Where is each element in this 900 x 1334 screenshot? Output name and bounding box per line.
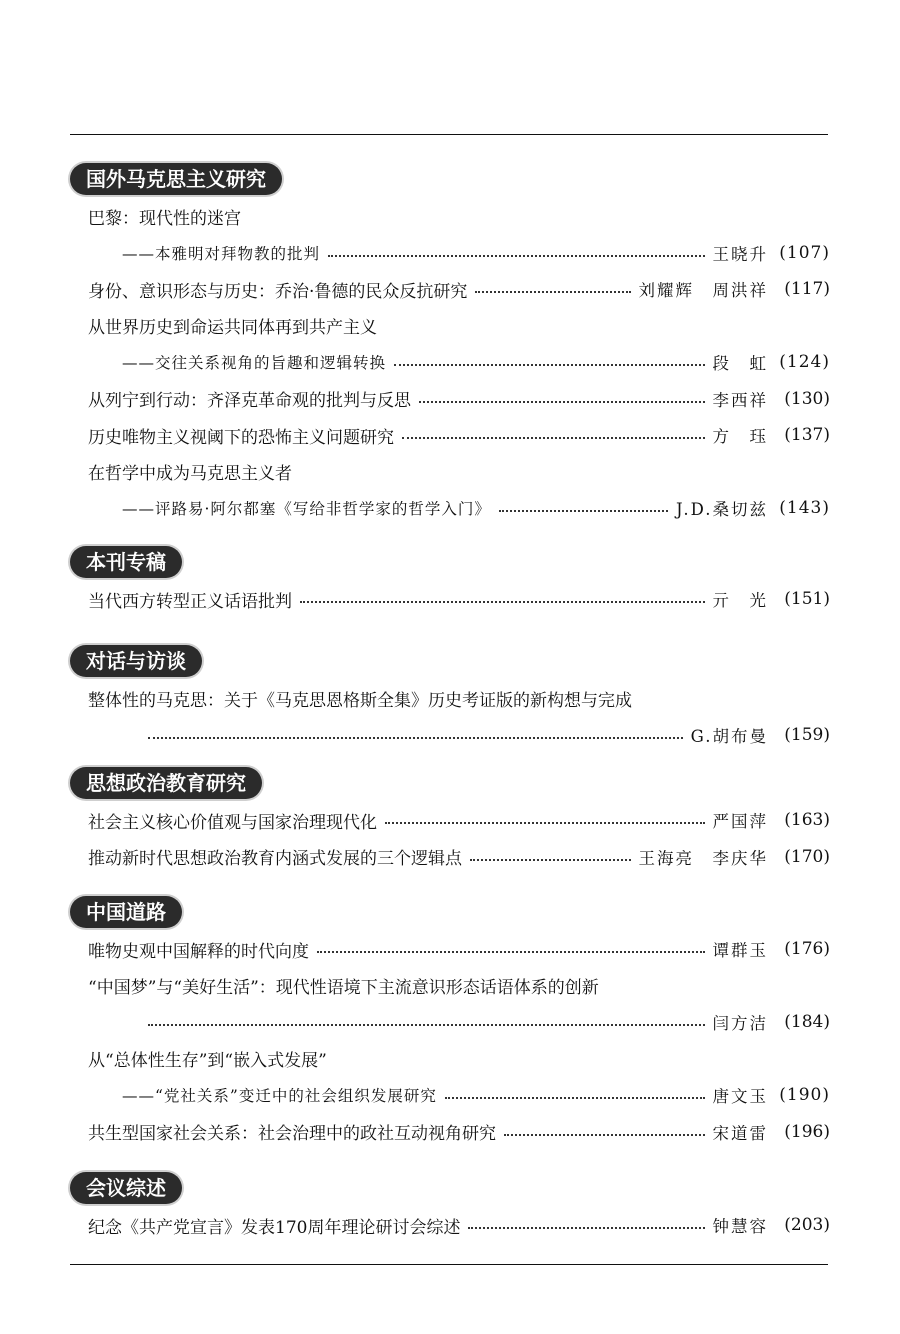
entry-page: (184) [784,1012,830,1033]
entry-page: (170) [784,846,830,867]
toc-entry[interactable] [70,308,830,345]
toc-entry[interactable] [70,1114,830,1151]
toc-entry[interactable] [70,802,830,839]
entry-title: 整体性的马克思：关于《马克思恩格斯全集》历史考证版的新构想与完成 [88,690,632,711]
section-china-road [70,893,830,1150]
entry-author: G.胡布曼 [690,726,768,746]
toc-entry[interactable] [70,1041,830,1078]
section-foreign-marxism [70,160,830,527]
entry-subtitle: ——本雅明对拜物教的批判 [122,244,321,263]
entry-page: (190) [779,1085,830,1106]
entry-author: 钟慧容 [712,1217,768,1237]
entry-title: 推动新时代思想政治教育内涵式发展的三个逻辑点 [88,849,462,870]
section-conference-review [70,1169,830,1244]
dot-leader [419,401,705,403]
dot-leader [402,437,705,439]
toc-entry[interactable] [70,839,830,876]
entry-author: 王晓升 [712,244,768,264]
section-heading: 中国道路 [70,896,182,928]
entry-title: 纪念《共产党宣言》发表170周年理论研讨会综述 [88,1217,461,1238]
entry-page: (176) [784,939,830,960]
top-rule [70,134,828,135]
dot-leader [470,859,631,861]
entry-title: 在哲学中成为马克思主义者 [88,464,292,485]
dot-leader [300,601,705,603]
bottom-rule [70,1264,828,1265]
toc-entry[interactable] [70,271,830,308]
entry-title: 巴黎：现代性的迷宫 [88,208,241,229]
entry-author: 方 珏 [712,427,768,447]
dot-leader [328,255,704,257]
section-heading: 对话与访谈 [70,645,202,677]
entry-page: (151) [784,589,830,610]
toc-entry[interactable] [70,381,830,418]
toc-entry[interactable] [70,490,830,527]
entry-author: 闫方洁 [712,1014,768,1034]
dot-leader [148,1024,705,1026]
entry-title: 从世界历史到命运共同体再到共产主义 [88,318,377,339]
entry-author: 刘耀辉 周洪祥 [638,281,768,301]
entry-page: (159) [784,724,830,745]
entry-page: (107) [779,242,830,263]
toc-entry[interactable] [70,968,830,1005]
dot-leader [475,291,630,293]
toc-entry[interactable] [70,931,830,968]
dot-leader [504,1134,705,1136]
section-heading: 国外马克思主义研究 [70,163,282,195]
entry-page: (124) [779,352,830,373]
entry-author: 王海亮 李庆华 [638,848,768,868]
entry-author: 谭群玉 [712,941,768,961]
dot-leader [499,510,668,512]
toc-entry[interactable] [70,235,830,272]
entry-page: (203) [784,1215,830,1236]
entry-title: 从“总体性生存”到“嵌入式发展” [88,1051,327,1072]
toc-entry[interactable] [70,680,830,717]
entry-title: 社会主义核心价值观与国家治理现代化 [88,812,377,833]
toc-entry[interactable] [70,198,830,235]
entry-title: 唯物史观中国解释的时代向度 [88,941,309,962]
toc-entry[interactable] [70,717,830,754]
entry-author: 严国萍 [712,812,768,832]
entry-title: 共生型国家社会关系：社会治理中的政社互动视角研究 [88,1124,496,1145]
section-dialogue-interview [70,642,830,753]
entry-title: 身份、意识形态与历史：乔治·鲁德的民众反抗研究 [88,281,468,302]
section-special-article [70,543,830,618]
entry-page: (163) [784,810,830,831]
entry-title: 历史唯物主义视阈下的恐怖主义问题研究 [88,427,394,448]
section-heading: 会议综述 [70,1172,182,1204]
dot-leader [394,364,704,366]
toc-entry[interactable] [70,1077,830,1114]
entry-title: “中国梦”与“美好生活”：现代性语境下主流意识形态话语体系的创新 [88,978,599,999]
section-heading: 本刊专稿 [70,546,182,578]
entry-author: 段 虹 [712,354,768,374]
entry-subtitle: ——评路易·阿尔都塞《写给非哲学家的哲学入门》 [122,500,491,519]
entry-author: J.D.桑切兹 [676,500,768,520]
entry-page: (117) [784,279,830,300]
dot-leader [468,1227,704,1229]
toc-entry[interactable] [70,1004,830,1041]
toc-entry[interactable] [70,417,830,454]
entry-subtitle: ——“党社关系”变迁中的社会组织发展研究 [122,1087,437,1106]
section-heading: 思想政治教育研究 [70,767,262,799]
dot-leader [385,822,705,824]
dot-leader [317,951,705,953]
section-ideological-education [70,764,830,875]
toc-entry[interactable] [70,1207,830,1244]
entry-subtitle: ——交往关系视角的旨趣和逻辑转换 [122,354,387,373]
toc-entry[interactable] [70,454,830,491]
entry-title: 从列宁到行动：齐泽克革命观的批判与反思 [88,391,411,412]
entry-page: (130) [784,388,830,409]
entry-page: (196) [784,1121,830,1142]
dot-leader [445,1097,705,1099]
entry-author: 宋道雷 [712,1123,768,1143]
entry-page: (137) [784,425,830,446]
entry-author: 李西祥 [712,390,768,410]
entry-author: 唐文玉 [712,1087,768,1107]
entry-page: (143) [779,498,830,519]
dot-leader [148,737,683,739]
toc-entry[interactable] [70,344,830,381]
entry-title: 当代西方转型正义话语批判 [88,591,292,612]
entry-author: 亓 光 [712,591,768,611]
toc-entry[interactable] [70,581,830,618]
